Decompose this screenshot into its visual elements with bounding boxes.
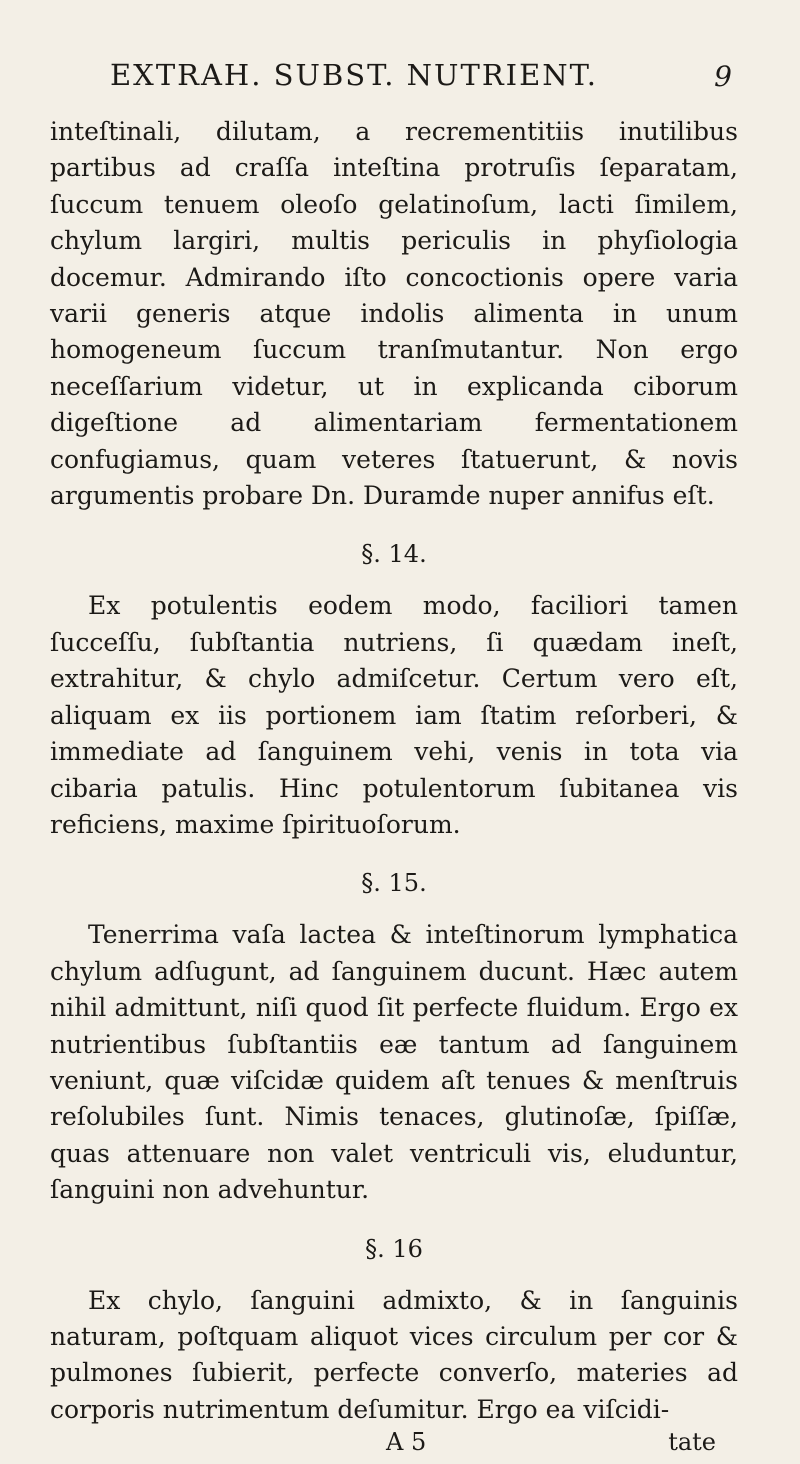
section-heading-16: §. 16 <box>365 1234 423 1263</box>
paragraph-14: Ex potulentis eodem modo, faciliori tamen ſucceſſu, ſubſtantia nutriens, ſi quædam ineſt, extrahitur, & chylo admiſcetur. Certum vero eſt, aliquam ex iis portionem iam ſtatim reſorberi, & immediate ad ſanguinem vehi, venis in tota via cibaria patulis. Hinc potulentorum ſubitanea vis reficiens, maxime ſpirituoſorum. <box>50 591 738 839</box>
body-text <box>50 114 738 1428</box>
running-head <box>50 58 738 98</box>
catchword: tate <box>668 1428 716 1457</box>
page-number: 9 <box>714 60 732 93</box>
section-heading-14: §. 14. <box>361 540 427 569</box>
section-heading-15: §. 15. <box>361 869 427 898</box>
signature-mark: A 5 <box>386 1428 427 1457</box>
paragraph-13-continued: inteſtinali, dilutam, a recrementitiis inutilibus partibus ad craſſa inteſtina protruſis ſeparatam, ſuccum tenuem oleoſo gelatinoſum, lacti ſimilem, chylum largiri, multis periculis in phyſiologia docemur. Admirando iſto concoctionis opere varia varii generis atque indolis alimenta in unum homogeneum ſuccum tranſmutantur. Non ergo neceſſarium videtur, ut in explicanda ciborum digeſtione ad alimentariam fermentationem confugiamus, quam veteres ſtatuerunt, & novis argumentis probare Dn. Duramde nuper annifus eſt. <box>50 117 738 511</box>
running-title: EXTRAH. SUBST. NUTRIENT. <box>110 58 598 92</box>
paragraph-15: Tenerrima vaſa lactea & inteſtinorum lymphatica chylum adſugunt, ad ſanguinem ducunt. Hæc autem nihil admittunt, niſi quod ſit perfecte fluidum. Ergo ex nutrientibus ſubſtantiis eæ tantum ad ſanguinem veniunt, quæ viſcidæ quidem aſt tenues & menſtruis reſolubiles ſunt. Nimis tenaces, glutinoſæ, ſpiſſæ, quas attenuare non valet ventriculi vis, eluduntur, ſanguini non advehuntur. <box>50 920 738 1205</box>
page-footer <box>50 1428 738 1464</box>
paragraph-16: Ex chylo, ſanguini admixto, & in ſanguinis naturam, poſtquam aliquot vices circulum per cor & pulmones ſubierit, perfecte converſo, materies ad corporis nutrimentum deſumitur. Ergo ea viſcidi- <box>50 1285 738 1424</box>
